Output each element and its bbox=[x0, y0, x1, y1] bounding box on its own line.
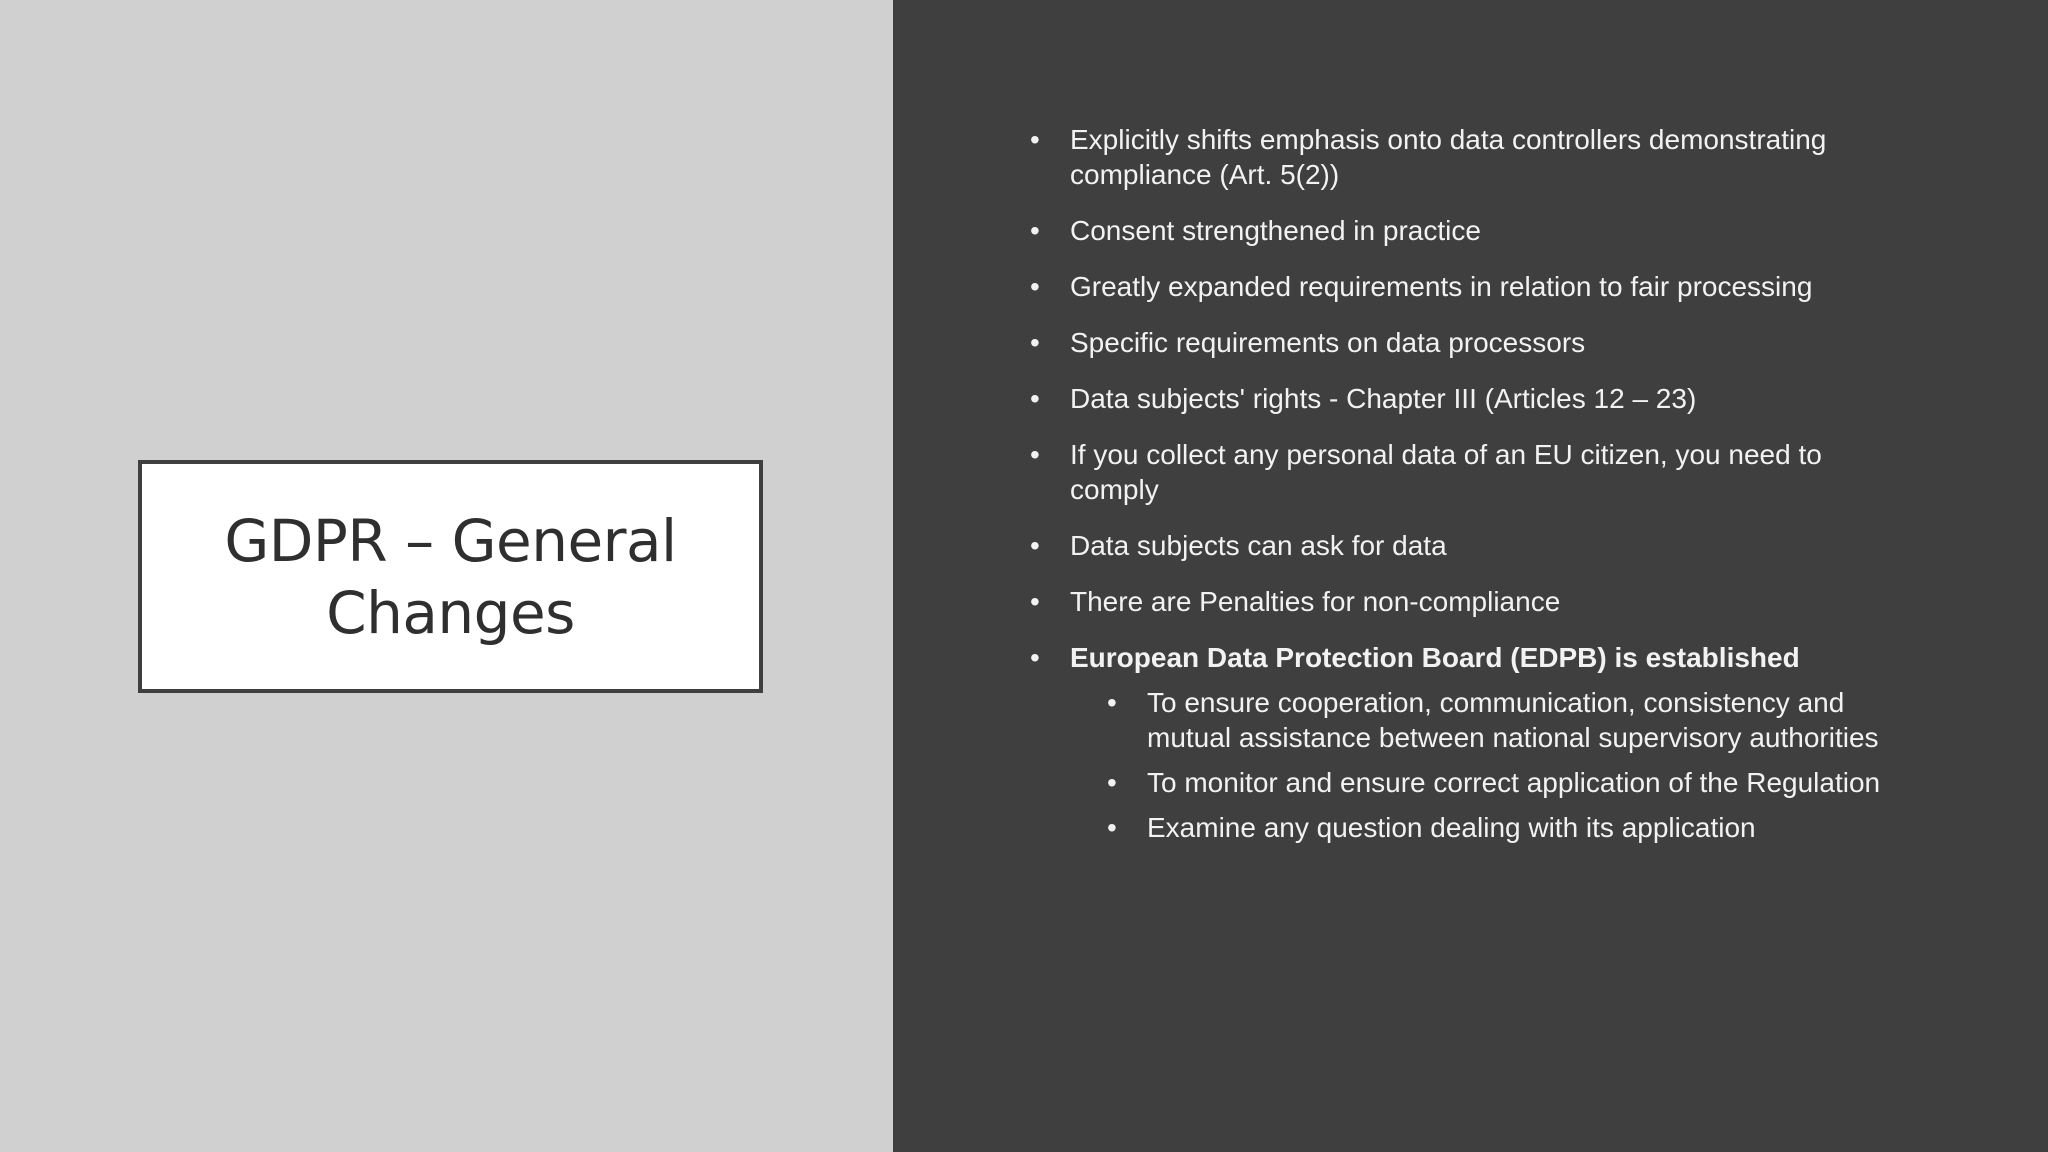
title-box bbox=[138, 460, 763, 693]
bullet-item bbox=[1030, 269, 1910, 304]
sub-bullet-text: Examine any question dealing with its application bbox=[1147, 812, 1756, 843]
sub-bullet-item bbox=[1107, 810, 1910, 845]
bullet-text: Data subjects' rights - Chapter III (Articles 12 – 23) bbox=[1070, 383, 1697, 414]
bullet-item bbox=[1030, 437, 1910, 507]
bullet-item bbox=[1030, 122, 1910, 192]
bullet-text: Greatly expanded requirements in relation to fair processing bbox=[1070, 271, 1813, 302]
bullet-item bbox=[1030, 325, 1910, 360]
bullet-text: Data subjects can ask for data bbox=[1070, 530, 1447, 561]
edpb-heading: European Data Protection Board (EDPB) is established bbox=[1070, 642, 1800, 673]
slide-title: GDPR – General Changes bbox=[224, 506, 677, 647]
sub-bullet-item bbox=[1107, 685, 1910, 755]
bullet-list bbox=[1030, 122, 1910, 866]
sub-bullet-text: To ensure cooperation, communication, consistency and mutual assistance between national supervisory authorities bbox=[1147, 687, 1879, 753]
bullet-item bbox=[1030, 213, 1910, 248]
bullet-item bbox=[1030, 584, 1910, 619]
bullet-text: Consent strengthened in practice bbox=[1070, 215, 1481, 246]
bullet-item bbox=[1030, 528, 1910, 563]
bullet-text: Explicitly shifts emphasis onto data controllers demonstrating compliance (Art. 5(2)) bbox=[1070, 124, 1827, 190]
left-panel bbox=[0, 0, 893, 1152]
bullet-text: If you collect any personal data of an EU citizen, you need to comply bbox=[1070, 439, 1822, 505]
sub-bullet-text: To monitor and ensure correct application of the Regulation bbox=[1147, 767, 1881, 798]
sub-bullet-list bbox=[1107, 685, 1910, 845]
bullet-text: Specific requirements on data processors bbox=[1070, 327, 1586, 358]
bullet-item-edpb bbox=[1030, 640, 1910, 845]
bullet-item bbox=[1030, 381, 1910, 416]
bullet-text: There are Penalties for non-compliance bbox=[1070, 586, 1561, 617]
sub-bullet-item bbox=[1107, 765, 1910, 800]
